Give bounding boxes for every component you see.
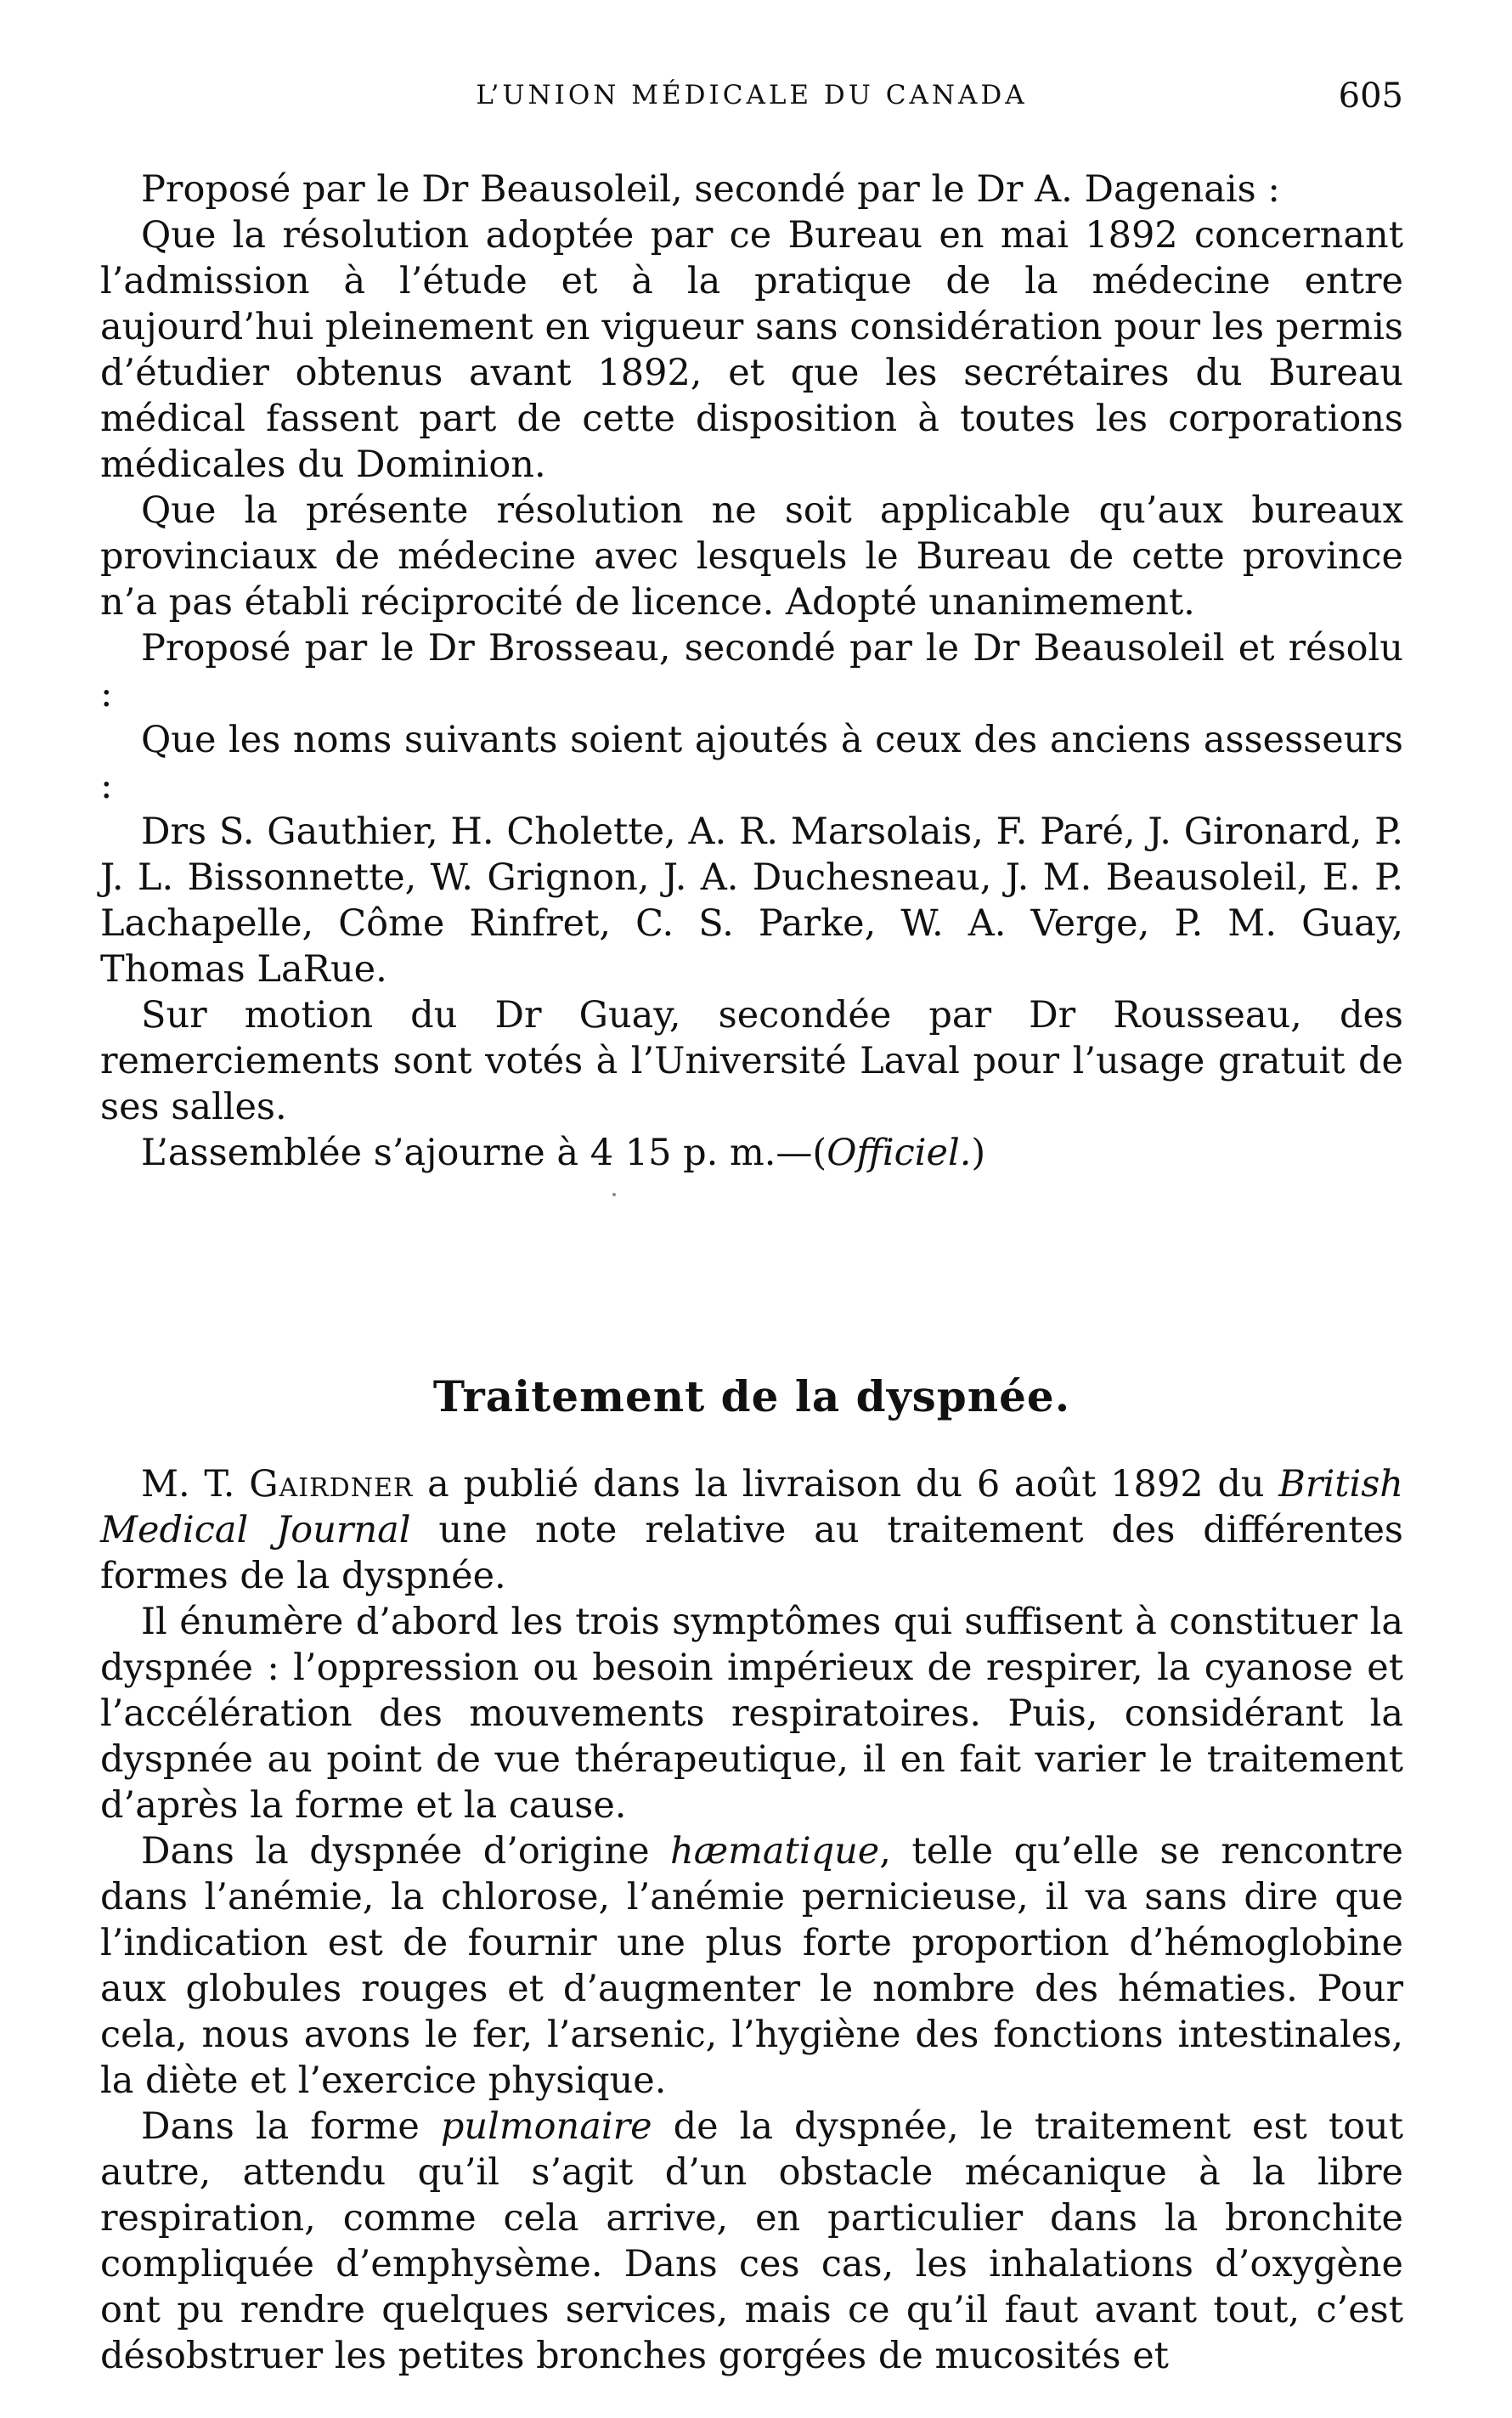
article-title: Traitement de la dyspnée. — [432, 1371, 1071, 1421]
running-title: L’UNION MÉDICALE DU CANADA — [476, 80, 1028, 110]
text-run: M. T. — [141, 1463, 250, 1506]
section-separator — [100, 1176, 1403, 1371]
closing-text: L’assemblée s’ajourne à 4 15 p. m.—( — [141, 1132, 827, 1174]
text-run: une note relative au traitement des différentes formes de la dyspnée. — [100, 1509, 1403, 1597]
author-name: Gairdner — [249, 1463, 414, 1506]
article-paragraph: Il énumère d’abord les trois symptômes qui suffisent à constituer la dyspnée : l’oppression ou besoin impérieux de respirer, la cyanose et l’accélération des mouvements respiratoires. Puis, considérant la dyspnée au point de vue thérapeutique, il en fait varier le traitement d’après la forme et la cause. — [100, 1601, 1403, 1827]
minutes-paragraph: Que la résolution adoptée par ce Bureau en mai 1892 concernant l’admission à l’étude et à la pratique de la médecine entre aujourd’hui pleinement en vigueur sans considération pour les permis d’étudier obtenus avant 1892, et que les secrétaires du Bureau médical fassent part de cette disposition à toutes les corporations médicales du Dominion. — [100, 214, 1403, 486]
text-run: de la dyspnée, le traitement est tout autre, attendu qu’il s’agit d’un obstacle mécanique à la libre respiration, comme cela arrive, en particulier dans la bronchite compliquée d’emphysème. Dans ces cas, les inhalations d’oxygène ont pu rendre quelques services, mais ce qu’il faut avant tout, c’est désobstruer les petites bronches gorgées de mucosités et — [100, 2105, 1403, 2377]
closing-source: Officiel. — [827, 1132, 972, 1174]
running-head — [100, 76, 1403, 131]
separator-dot — [612, 1193, 616, 1196]
journal-name: British Medical Journal — [100, 1463, 1403, 1551]
article-paragraph — [100, 1461, 1403, 1599]
emphasis: hæmatique — [670, 1830, 880, 1873]
minutes-paragraph: Que la présente résolution ne soit applicable qu’aux bureaux provinciaux de médecine avec lesquels le Bureau de cette province n’a pas établi réciprocité de licence. Adopté unanimement. — [100, 489, 1403, 624]
emphasis: pulmonaire — [440, 2105, 652, 2148]
closing-end: ) — [971, 1132, 986, 1174]
text-run: a publié dans la livraison du 6 août 1892 du — [413, 1463, 1279, 1506]
minutes-paragraph: Que les noms suivants soient ajoutés à ceux des anciens assesseurs : — [100, 719, 1403, 807]
body-text — [100, 167, 1403, 2379]
minutes-paragraph: Proposé par le Dr Beausoleil, secondé par le Dr A. Dagenais : — [141, 168, 1280, 211]
closing-line — [100, 1130, 1403, 1176]
article-paragraph — [100, 2104, 1403, 2379]
text-run: , telle qu’elle se rencontre dans l’anémie, la chlorose, l’anémie pernicieuse, il va sans dire que l’indication est de fournir une plus forte proportion d’hémoglobine aux globules rouges et d’augmenter le nombre des hématies. Pour cela, nous avons le fer, l’arsenic, l’hygiène des fonctions intestinales, la diète et l’exercice physique. — [100, 1830, 1404, 2102]
page-number: 605 — [1338, 76, 1403, 116]
assessors-list: Drs S. Gauthier, H. Cholette, A. R. Marsolais, F. Paré, J. Gironard, P. J. L. Bissonnette, W. Grignon, J. A. Duchesneau, J. M. Beausoleil, E. P. Lachapelle, Côme Rinfret, C. S. Parke, W. A. Verge, P. M. Guay, Thomas LaRue. — [100, 811, 1403, 991]
minutes-paragraph: Sur motion du Dr Guay, secondée par Dr Rousseau, des remerciements sont votés à l’Université Laval pour l’usage gratuit de ses salles. — [100, 994, 1403, 1128]
text-run: Dans la forme — [141, 2105, 441, 2148]
minutes-paragraph: Proposé par le Dr Brosseau, secondé par le Dr Beausoleil et résolu : — [100, 627, 1403, 715]
text-run: Dans la dyspnée d’origine — [141, 1830, 671, 1873]
article-paragraph — [100, 1828, 1403, 2104]
